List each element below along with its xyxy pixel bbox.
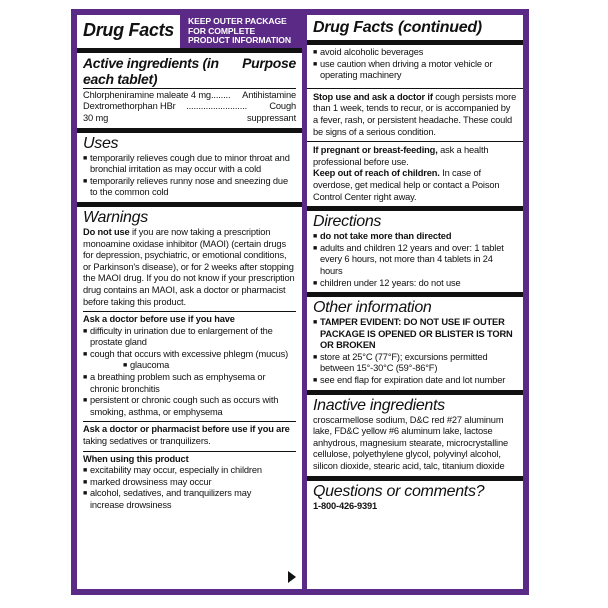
drug-facts-panel xyxy=(71,9,529,595)
do-not-use-text: if you are now taking a prescription monoamine oxidase inhibitor (MAOI) (certain drugs for depression, psychiatric, or emotional conditions, or Parkinson's disease), or for 2 weeks after stopping the MAOI drug. If you do not know if your prescription drug contains an MAOI, ask a doctor or pharmacist before taking this product. xyxy=(83,226,295,307)
ingredient-leader: ......................... xyxy=(186,101,248,112)
list-item: ■ see end flap for expiration date and lot number xyxy=(313,375,506,386)
continued-header xyxy=(307,15,523,40)
warnings-section xyxy=(77,202,302,589)
bullet-square-icon: ■ xyxy=(313,49,318,56)
stop-use-section xyxy=(307,88,523,141)
stop-use-label: Stop use and ask a doctor if xyxy=(313,91,433,102)
ingredient-name: Chlorpheniramine maleate 4 mg xyxy=(83,89,211,100)
warnings-heading: Warnings xyxy=(83,208,148,226)
active-ingredients-heading: Active ingredients (in each tablet) xyxy=(83,54,219,87)
bullet-square-icon: ■ xyxy=(83,490,88,498)
ingredient-row xyxy=(83,90,296,102)
bullet-square-icon: ■ xyxy=(313,244,318,252)
ask-pharmacist-text: taking sedatives or tranquilizers. xyxy=(83,436,211,447)
other-information-section xyxy=(307,292,523,390)
keep-out-text: In case of overdose, get medical help or contact a Poison Control Center right away. xyxy=(313,168,500,202)
list-item: ■ alcohol, sedatives, and tranquilizers may increase drowsiness xyxy=(83,488,252,510)
list-item: ■ excitability may occur, especially in children xyxy=(83,465,262,476)
pregnancy-section xyxy=(307,141,523,206)
uses-section xyxy=(77,128,302,202)
pregnant-text: ask a health professional before use. xyxy=(313,145,489,167)
list-item: ■ children under 12 years: do not use xyxy=(313,277,461,288)
list-item: ■ use caution when driving a motor vehicle or operating machinery xyxy=(313,58,493,81)
active-ingredients-section xyxy=(77,48,302,128)
ingredient-row xyxy=(83,101,296,124)
list-item: ■ do not take more than directed xyxy=(313,231,452,242)
uses-heading: Uses xyxy=(83,134,119,152)
ask-doctor-heading: Ask a doctor before use if you have xyxy=(83,314,235,325)
list-item: ■ difficulty in urination due to enlargement of the prostate gland xyxy=(83,325,273,348)
list-item: ■ glaucoma xyxy=(123,360,170,371)
list-item: ■ adults and children 12 years and over: 1 tablet every 6 hours, not more than 4 tablets in 24 hours xyxy=(313,242,504,276)
bullet-square-icon: ■ xyxy=(313,60,318,68)
bullet-square-icon: ■ xyxy=(83,374,88,382)
list-item: ■ store at 25°C (77°F); excursions permitted between 15°-30°C (59°-86°F) xyxy=(313,351,488,374)
continued-suffix: (continued) xyxy=(398,19,482,36)
do-not-use-label: Do not use xyxy=(83,226,130,237)
questions-heading: Questions or comments? xyxy=(313,482,485,500)
bullet-square-icon: ■ xyxy=(83,154,88,162)
right-column xyxy=(307,15,523,589)
ingredient-leader: ........ xyxy=(210,89,231,100)
keep-out-label: Keep out of reach of children. xyxy=(313,168,440,179)
ingredient-name: Dextromethorphan HBr 30 mg xyxy=(83,101,176,123)
bullet-square-icon: ■ xyxy=(83,467,88,475)
inactive-ingredients-heading: Inactive ingredients xyxy=(313,396,445,414)
pregnant-label: If pregnant or breast-feeding, xyxy=(313,145,438,156)
when-using-heading: When using this product xyxy=(83,453,189,464)
phone-number: 1-800-426-9391 xyxy=(313,500,378,511)
stop-use-text: cough persists more than 1 week, tends to recur, or is accompanied by a fever, rash, or persistent headache. These could be signs of a serious condition. xyxy=(313,91,517,137)
continued-title: Drug Facts xyxy=(313,19,394,36)
bullet-square-icon: ■ xyxy=(313,377,318,385)
questions-section xyxy=(307,476,523,589)
left-column xyxy=(77,15,302,589)
directions-section xyxy=(307,206,523,292)
continue-arrow-icon xyxy=(288,571,296,583)
ask-pharmacist-heading: Ask a doctor or pharmacist before use if you are xyxy=(83,424,290,435)
bullet-square-icon: ■ xyxy=(83,177,88,185)
list-item: ■ TAMPER EVIDENT: DO NOT USE IF OUTER PACKAGE IS OPENED OR BLISTER IS TORN OR BROKEN xyxy=(313,317,513,351)
bullet-square-icon: ■ xyxy=(313,279,318,287)
inactive-ingredients-text: croscarmellose sodium, D&C red #27 aluminum lake, FD&C yellow #6 aluminum lake, lactose anhydrous, magnesium stearate, microcrystalline cellulose, polyethylene glycol, polyvinyl alcohol, silicon dioxide, stearic acid, talc, titanium dioxide xyxy=(313,414,508,472)
keep-outer-package-notice: KEEP OUTER PACKAGE FOR COMPLETE PRODUCT INFORMATION xyxy=(180,15,302,48)
list-item: ■ avoid alcoholic beverages xyxy=(313,47,424,57)
list-item: ■ cough that occurs with excessive phlegm (mucus) xyxy=(83,348,289,359)
list-item: ■ a breathing problem such as emphysema or chronic bronchitis xyxy=(83,372,266,394)
list-item: ■ temporarily relieves runny nose and sneezing due to the common cold xyxy=(83,175,288,198)
bullet-square-icon: ■ xyxy=(123,362,128,370)
drug-facts-header xyxy=(77,15,302,48)
continued-warnings-section xyxy=(307,40,523,88)
directions-heading: Directions xyxy=(313,213,382,231)
drug-facts-title: Drug Facts xyxy=(83,20,175,40)
ingredient-purpose: Antihistamine xyxy=(242,89,296,100)
purpose-heading: Purpose xyxy=(242,54,296,71)
bullet-square-icon: ■ xyxy=(313,319,318,327)
bullet-square-icon: ■ xyxy=(83,350,88,358)
ingredient-purpose: Cough suppressant xyxy=(247,101,297,123)
bullet-square-icon: ■ xyxy=(313,353,318,361)
bullet-square-icon: ■ xyxy=(313,233,318,241)
bullet-square-icon: ■ xyxy=(83,478,88,486)
inactive-ingredients-section xyxy=(307,390,523,476)
bullet-square-icon: ■ xyxy=(83,397,88,405)
list-item: ■ marked drowsiness may occur xyxy=(83,476,212,487)
list-item: ■ temporarily relieves cough due to minor throat and bronchial irritation as may occur with a cold xyxy=(83,152,290,175)
bullet-square-icon: ■ xyxy=(83,327,88,335)
other-information-heading: Other information xyxy=(313,299,432,317)
list-item: ■ persistent or chronic cough such as occurs with smoking, asthma, or emphysema xyxy=(83,395,279,417)
